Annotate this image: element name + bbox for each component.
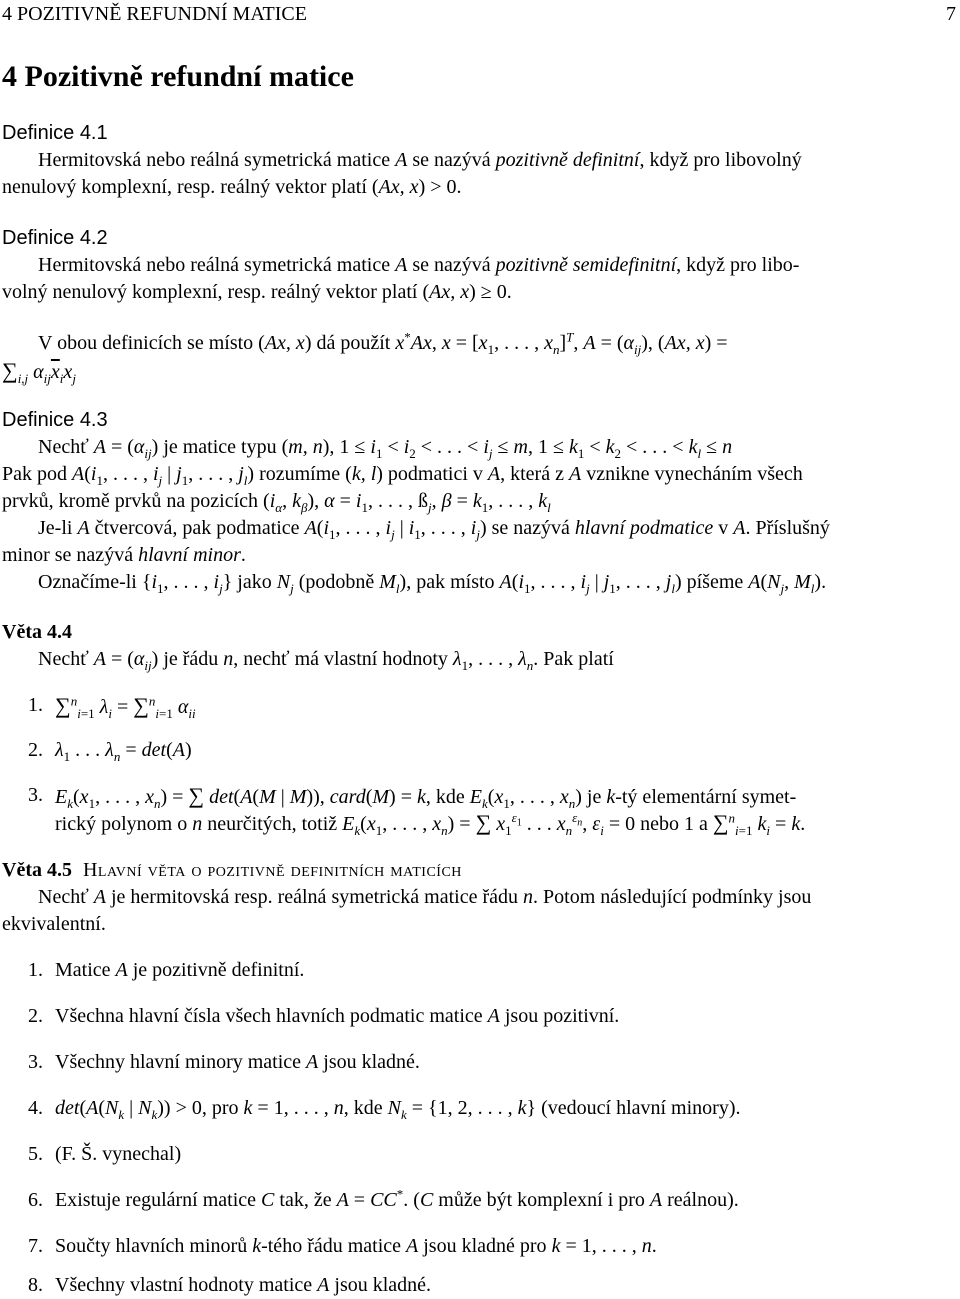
thm45-intro2: ekvivalentní.	[2, 913, 106, 935]
def43-label: Definice 4.3	[2, 409, 108, 431]
def43-line3: prvků, kromě prvků na pozicích ($i_\alpha$, $k_\beta$), $\alpha = i_1$, . . . , $ß_j$, $\beta = k_1$, . . . , $k_l$	[2, 490, 551, 515]
thm45-heading: Věta 4.5 Hlavní věta o pozitivně definitních maticích	[2, 859, 462, 881]
thm44-label: Věta 4.4	[2, 621, 72, 643]
def41-line2: nenulový komplexní, resp. reálný vektor platí (Ax, x) > 0.	[2, 176, 462, 198]
def42-label: Definice 4.2	[2, 227, 108, 249]
def42-line1: Hermitovská nebo reálná symetrická matice A se nazývá pozitivně semidefinitní, když pro libo-	[38, 254, 800, 276]
def43-line1: Nechť $A = (\alpha_{ij})$ je matice typu (m, n), $1 \le i_1 < i_2$ < . . . < $i_j \le m$, $1 \le k_1 < k_2$ < . . . < $k_l \le n$	[38, 436, 733, 461]
def43-line2: Pak pod $A(i_1$, . . . , $i_j$ | $j_1$, . . . , $j_l$) rozumíme (k, l) podmatici v A, která z A vznikne vynecháním všech	[2, 463, 803, 488]
def43-line6: Označíme-li {$i_1$, . . . , $i_j$} jako $N_j$ (podobně $M_l$), pak místo $A(i_1$, . . . , $i_j$ | $j_1$, . . . , $j_l$) píšeme $A(N_j$, $M_l$).	[38, 571, 827, 596]
thm45-intro1: Nechť A je hermitovská resp. reálná symetrická matice řádu n. Potom následující podmínky jsou	[38, 886, 812, 908]
note-line2: $\sum_{i,j}$ $\alpha_{ij}\overline{x}_ix_j$	[2, 358, 76, 386]
section-title: 4 Pozitivně refundní matice	[2, 60, 354, 93]
def43-line4: Je-li A čtvercová, pak podmatice $A(i_1$, . . . , $i_j$ | $i_1$, . . . , $i_j$) se nazývá hlavní podmatice v A. Příslušný	[38, 517, 830, 542]
note-line1: V obou definicích se místo (Ax, x) dá použít x*Ax, $x = [x_1$, . . . , $x_n]^T$, $A = (\alpha_{ij})$, (Ax, x) =	[38, 329, 728, 357]
running-head: 4 POZITIVNĚ REFUNDNÍ MATICE	[2, 3, 307, 25]
def43-line5: minor se nazývá hlavní minor.	[2, 544, 246, 566]
thm44-intro: Nechť $A = (\alpha_{ij})$ je řádu n, nechť má vlastní hodnoty $\lambda_1$, . . . , $\lambda_n$. Pak platí	[38, 648, 614, 673]
def41-line1: Hermitovská nebo reálná symetrická matice A se nazývá pozitivně definitní, když pro libovolný	[38, 149, 802, 171]
def42-line2: volný nenulový komplexní, resp. reálný vektor platí (Ax, x) ≥ 0.	[2, 281, 512, 303]
page-number: 7	[946, 3, 956, 25]
def41-label: Definice 4.1	[2, 122, 108, 144]
